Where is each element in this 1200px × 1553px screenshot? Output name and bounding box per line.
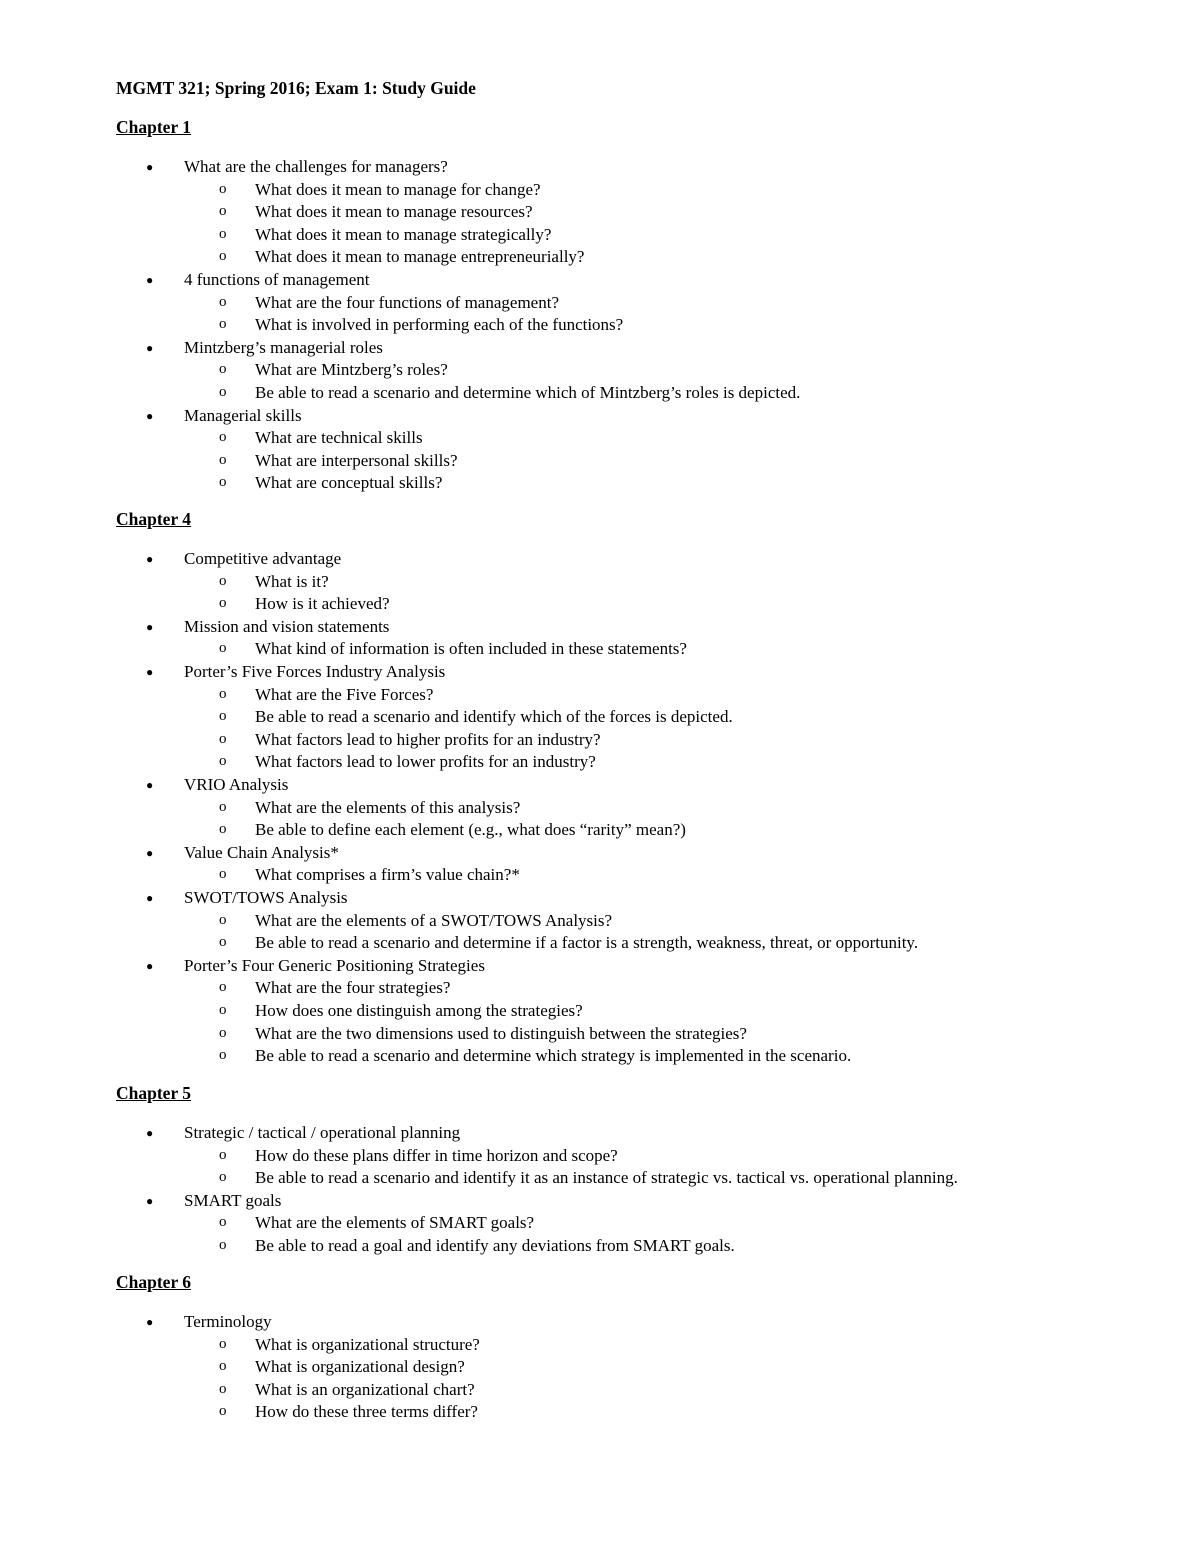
document-title: MGMT 321; Spring 2016; Exam 1: Study Guide [116,78,476,98]
chapter-heading: Chapter 5 [116,1083,192,1103]
hollow-bullet-icon: o [219,451,227,468]
bullet-icon: ● [146,1315,154,1329]
list-item-text: 4 functions of management [184,270,370,289]
hollow-bullet-icon: o [219,1024,227,1041]
list-item-text: SMART goals [184,1190,282,1210]
hollow-bullet-icon: o [219,753,227,770]
list-item-text: Value Chain Analysis* [184,842,339,862]
bullet-icon: ● [146,778,154,792]
hollow-bullet-icon: o [219,640,227,657]
list-item [146,405,302,427]
sub-list-item [219,684,433,706]
list-item [146,1122,460,1144]
sub-list-item [219,593,390,615]
bullet-icon: ● [146,160,154,174]
sub-list-item-text: Be able to read a scenario and determine which of Mintzberg’s roles is depicted. [255,383,801,402]
hollow-bullet-icon: o [219,248,227,265]
sub-list-item [219,932,918,954]
sub-list-item [219,910,612,932]
list-item [146,337,383,359]
sub-list-item-text: What is it? [255,571,329,591]
hollow-bullet-icon: o [219,595,227,612]
sub-list-item-text: Be able to define each element (e.g., what does “rarity” mean?) [255,820,686,840]
chapter-heading: Chapter 1 [116,117,192,137]
list-item-text: SWOT/TOWS Analysis [184,888,348,907]
sub-list-item-text: What are the two dimensions used to distinguish between the strategies? [255,1023,747,1043]
sub-list-item [219,246,584,268]
hollow-bullet-icon: o [219,1237,227,1253]
list-item-text: What are the challenges for managers? [184,157,448,176]
sub-list-item-text: What are the elements of this analysis? [255,797,521,817]
hollow-bullet-icon: o [219,361,227,378]
bullet-icon: ● [146,845,154,860]
list-item [146,955,485,977]
hollow-bullet-icon: o [219,180,227,197]
sub-list-item-text: What does it mean to manage entrepreneurially? [255,247,585,267]
bullet-icon: ● [146,340,154,355]
sub-list-item-text: What are the elements of SMART goals? [255,1213,535,1233]
hollow-bullet-icon: o [219,293,227,310]
sub-list-item [219,819,686,841]
hollow-bullet-icon: o [219,1403,227,1420]
list-item [146,774,288,796]
list-item [146,1190,281,1212]
hollow-bullet-icon: o [219,1146,227,1163]
bullet-icon: ● [146,619,154,634]
sub-list-item-text: What are the elements of a SWOT/TOWS Analysis? [255,910,613,930]
sub-list-item-text: What factors lead to lower profits for an industry? [255,752,596,772]
sub-list-item [219,1145,618,1167]
sub-list-item-text: How does one distinguish among the strategies? [255,1001,583,1020]
sub-list-item [219,1000,583,1022]
hollow-bullet-icon: o [219,1358,227,1375]
sub-list-item [219,382,800,404]
sub-list-item-text: What are the Five Forces? [255,684,434,704]
sub-list-item [219,201,533,223]
sub-list-item-text: How do these plans differ in time horizon and scope? [255,1145,618,1165]
sub-list-item-text: How do these three terms differ? [255,1402,478,1422]
sub-list-item [219,292,559,314]
hollow-bullet-icon: o [219,798,227,815]
sub-list-item [219,427,423,449]
sub-list-item-text: Be able to read a scenario and determine if a factor is a strength, weakness, threat, or opportunity. [255,933,919,953]
sub-list-item [219,1045,851,1067]
hollow-bullet-icon: o [219,685,227,702]
list-item-text: Mintzberg’s managerial roles [184,337,383,357]
sub-list-item [219,450,458,472]
hollow-bullet-icon: o [219,474,227,491]
hollow-bullet-icon: o [219,316,227,333]
list-item-text: Porter’s Four Generic Positioning Strategies [184,955,485,975]
sub-list-item [219,706,733,728]
bullet-icon: ● [146,1193,154,1208]
hollow-bullet-icon: o [219,866,227,883]
sub-list-item [219,571,329,593]
hollow-bullet-icon: o [219,1047,227,1064]
sub-list-item [219,1401,478,1423]
sub-list-item [219,751,596,773]
sub-list-item-text: What are conceptual skills? [255,473,443,493]
list-item [146,842,339,864]
hollow-bullet-icon: o [219,730,227,747]
chapter-heading: Chapter 6 [116,1272,192,1292]
hollow-bullet-icon: o [219,1169,227,1186]
sub-list-item [219,864,520,886]
sub-list-item-text: What is organizational design? [255,1357,465,1377]
list-item [146,887,348,909]
bullet-icon: ● [146,408,154,423]
hollow-bullet-icon: o [219,911,227,928]
hollow-bullet-icon: o [219,384,227,400]
list-item [146,616,389,638]
hollow-bullet-icon: o [219,429,227,446]
sub-list-item-text: Be able to read a scenario and identify it as an instance of strategic vs. tactical vs. operational planning. [255,1168,958,1188]
list-item [146,156,448,178]
sub-list-item-text: What is involved in performing each of the functions? [255,315,624,335]
bullet-icon: ● [146,552,154,566]
list-item-text: Competitive advantage [184,549,342,568]
bullet-icon: ● [146,958,154,973]
sub-list-item-text: How is it achieved? [255,594,390,614]
bullet-icon: ● [146,665,154,679]
sub-list-item-text: What factors lead to higher profits for an industry? [255,729,601,749]
bullet-icon: ● [146,891,154,905]
hollow-bullet-icon: o [219,1214,227,1231]
sub-list-item-text: Be able to read a goal and identify any deviations from SMART goals. [255,1236,735,1255]
list-item-text: VRIO Analysis [184,775,289,794]
sub-list-item-text: What are Mintzberg’s roles? [255,360,448,380]
bullet-icon: ● [146,273,154,287]
sub-list-item [219,1167,958,1189]
sub-list-item [219,1356,465,1378]
list-item [146,548,341,570]
sub-list-item-text: What does it mean to manage resources? [255,202,533,222]
hollow-bullet-icon: o [219,1002,227,1018]
sub-list-item [219,797,520,819]
hollow-bullet-icon: o [219,225,227,242]
sub-list-item [219,1379,475,1401]
sub-list-item-text: What are the four strategies? [255,978,451,998]
sub-list-item [219,179,541,201]
sub-list-item [219,1212,534,1234]
sub-list-item-text: What does it mean to manage for change? [255,179,541,199]
bullet-icon: ● [146,1126,154,1140]
sub-list-item [219,1023,747,1045]
list-item-text: Managerial skills [184,405,302,425]
hollow-bullet-icon: o [219,572,227,589]
hollow-bullet-icon: o [219,821,227,838]
sub-list-item [219,729,601,751]
list-item-text: Terminology [184,1312,272,1331]
hollow-bullet-icon: o [219,203,227,220]
sub-list-item [219,1334,480,1356]
sub-list-item-text: What is an organizational chart? [255,1379,475,1399]
list-item [146,269,370,291]
sub-list-item-text: Be able to read a scenario and identify which of the forces is depicted. [255,707,733,727]
hollow-bullet-icon: o [219,934,227,951]
sub-list-item-text: What comprises a firm’s value chain?* [255,865,520,885]
list-item-text: Strategic / tactical / operational planning [184,1123,461,1142]
sub-list-item [219,314,623,336]
hollow-bullet-icon: o [219,1335,227,1352]
sub-list-item [219,359,448,381]
hollow-bullet-icon: o [219,979,227,996]
list-item [146,1311,272,1333]
list-item-text: Porter’s Five Forces Industry Analysis [184,662,446,681]
list-item [146,661,445,683]
sub-list-item-text: What is organizational structure? [255,1334,480,1354]
sub-list-item [219,638,687,660]
sub-list-item-text: What are interpersonal skills? [255,450,458,470]
sub-list-item [219,977,450,999]
sub-list-item-text: What are technical skills [255,428,423,448]
chapter-heading: Chapter 4 [116,509,192,529]
hollow-bullet-icon: o [219,1380,227,1397]
sub-list-item-text: What are the four functions of management? [255,292,559,312]
hollow-bullet-icon: o [219,708,227,725]
sub-list-item [219,472,442,494]
list-item-text: Mission and vision statements [184,616,390,636]
sub-list-item-text: Be able to read a scenario and determine which strategy is implemented in the scenario. [255,1046,852,1066]
sub-list-item-text: What does it mean to manage strategically? [255,224,552,244]
sub-list-item [219,1235,735,1257]
sub-list-item [219,224,551,246]
sub-list-item-text: What kind of information is often included in these statements? [255,639,687,659]
